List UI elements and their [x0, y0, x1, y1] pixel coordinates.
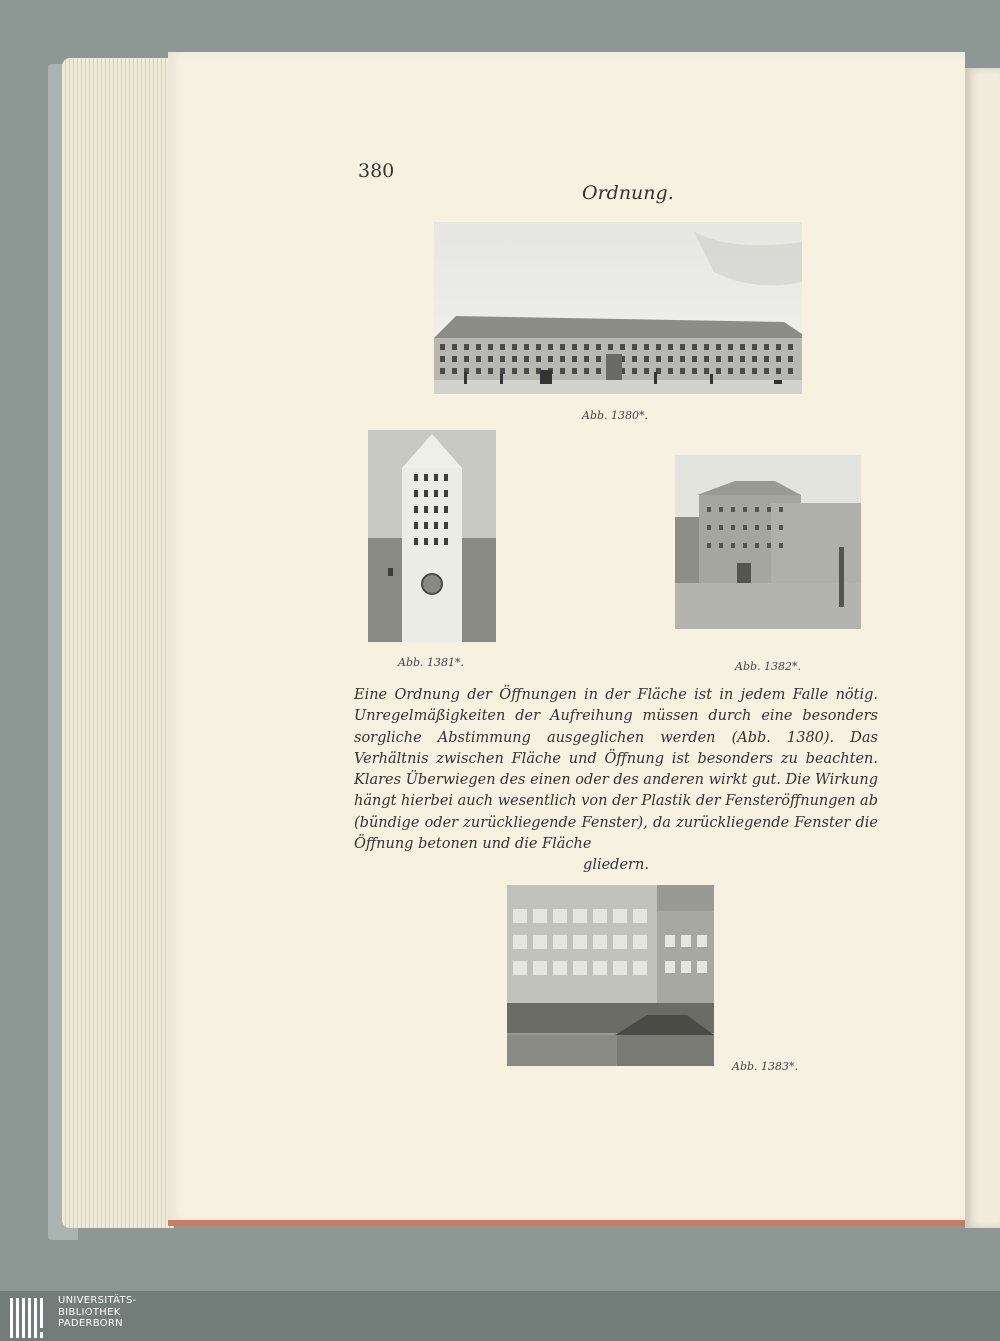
figure-1381-caption: Abb. 1381*. [398, 656, 465, 669]
logo-line: BIBLIOTHEK [58, 1306, 121, 1318]
logo-line: PADERBORN [58, 1318, 123, 1329]
library-logo-text [58, 1295, 137, 1330]
figure-1380-caption: Abb. 1380*. [582, 409, 649, 422]
page-number: 380 [358, 160, 395, 182]
footer-bar [0, 1291, 1000, 1341]
body-last-line: gliedern. [583, 857, 649, 874]
figure-1383-image [507, 885, 714, 1066]
running-title: Ordnung. [582, 182, 674, 204]
figure-1381-image [368, 430, 496, 642]
figure-1382-image [675, 455, 861, 629]
body-text: Eine Ordnung der Öffnungen in der Fläche ist in jedem Falle nötig. Unregelmäßigkeiten der Aufreihung müssen durch eine besonders sorgliche Abstimmung ausgeglichen werden (Abb. 1380). Das Verhältnis zwischen Fläche und Öffnung ist besonders zu beachten. Klares Überwiegen des einen oder des anderen wirkt gut. Die Wirkung hängt hierbei auch wesentlich von der Plastik der Fensteröffnungen ab (bündige oder zurückliegende Fenster), da zurückliegende Fenster die Öffnung betonen und die Fläche [354, 687, 878, 853]
figure-1383-caption: Abb. 1383*. [732, 1060, 799, 1073]
library-logo-icon [8, 1294, 52, 1340]
logo-line: UNIVERSITÄTS- [58, 1295, 137, 1306]
page-edges [62, 58, 174, 1228]
body-paragraph [354, 685, 878, 877]
facing-page-edge [965, 68, 1000, 1228]
figure-1380-image [434, 222, 802, 394]
figure-1382-caption: Abb. 1382*. [735, 660, 802, 673]
page-bottom-edge [168, 1220, 965, 1226]
